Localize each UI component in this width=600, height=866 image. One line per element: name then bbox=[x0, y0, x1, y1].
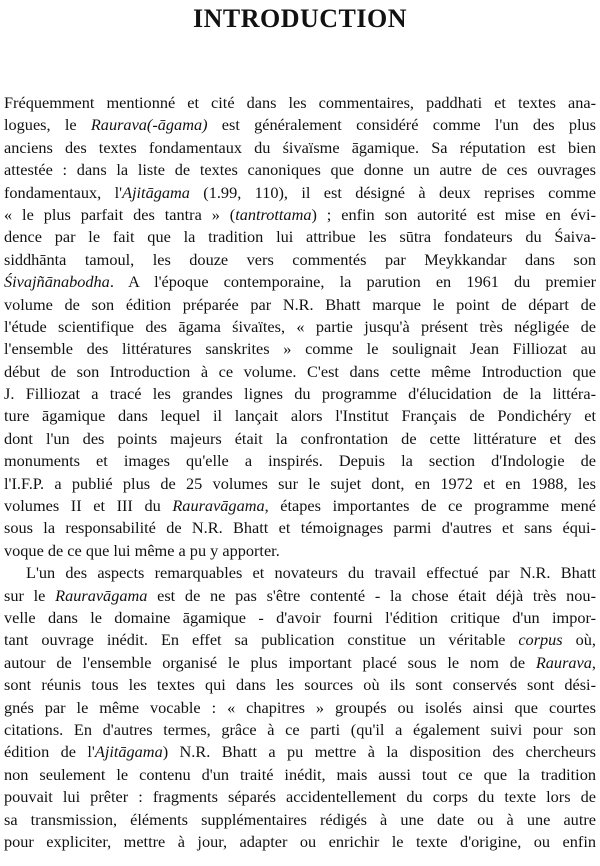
italic-term: tantrottama bbox=[235, 204, 312, 224]
text-segment: , étapes importantes de ce programme mené bbox=[264, 496, 596, 516]
text-segment: est généralement considéré comme l'un des plus bbox=[207, 115, 596, 135]
text-line bbox=[4, 92, 596, 114]
text-line bbox=[4, 249, 596, 271]
text-segment: volumes II et III du bbox=[4, 496, 173, 516]
text-segment: sous la responsabilité de N.R. Bhatt et témoignages parmi d'autres et sans équi- bbox=[4, 518, 596, 538]
text-segment: pouvait lui prêter : fragments séparés accidentellement du corps du texte lors de bbox=[4, 787, 596, 807]
text-line bbox=[4, 405, 596, 427]
text-line bbox=[4, 226, 596, 248]
text-segment: l'I.F.P. a publié plus de 25 volumes sur le sujet dont, en 1972 et en 1988, les bbox=[4, 473, 596, 493]
text-segment: siddhānta tamoul, les douze vers commentés par Meykkandar dans son bbox=[4, 249, 596, 269]
text-line bbox=[4, 428, 596, 450]
text-line bbox=[4, 629, 596, 651]
text-line bbox=[4, 450, 596, 472]
text-segment: ture āgamique dans lequel il lançait alors l'Institut Français de Pondichéry et bbox=[4, 406, 596, 426]
text-segment: velle dans le domaine āgamique - d'avoir fourni l'édition critique d'un impor- bbox=[4, 607, 596, 627]
text-segment: . A l'époque contemporaine, la parution en 1961 du premier bbox=[109, 272, 596, 292]
text-segment: l'ensemble des littératures sanskrites » comme le soulignait Jean Filliozat au bbox=[4, 339, 596, 359]
text-segment: édition de l' bbox=[4, 742, 95, 762]
text-line bbox=[4, 204, 596, 226]
text-line bbox=[4, 495, 596, 517]
text-segment: (1.99, 110), il est désigné à deux reprises comme bbox=[189, 182, 596, 202]
text-segment: pour expliciter, mettre à jour, adapter ou enrichir le texte d'origine, ou enfin bbox=[4, 831, 596, 851]
text-line bbox=[4, 764, 596, 786]
page-title: INTRODUCTION bbox=[192, 4, 408, 33]
text-line bbox=[4, 316, 596, 338]
text-line bbox=[4, 719, 596, 741]
text-line bbox=[4, 271, 596, 293]
text-segment: voque de ce que lui même a pu y apporter. bbox=[4, 540, 280, 560]
text-line bbox=[4, 294, 596, 316]
text-line bbox=[4, 741, 596, 763]
text-line bbox=[4, 338, 596, 360]
text-line bbox=[4, 383, 596, 405]
body-text bbox=[4, 92, 596, 853]
italic-term: Ajitāgama bbox=[94, 742, 163, 762]
text-segment: dence par le fait que la tradition lui attribue les sūtra fondateurs du Śaiva- bbox=[4, 227, 596, 247]
text-segment: J. Filliozat a tracé les grandes lignes du programme d'élucidation de la littéra- bbox=[4, 384, 596, 404]
text-line bbox=[4, 540, 596, 562]
italic-term: Rauravāgama bbox=[55, 585, 148, 605]
text-segment: où, bbox=[562, 630, 596, 650]
text-segment: début de son Introduction à ce volume. C'est dans cette même Introduction que bbox=[4, 361, 596, 381]
text-line bbox=[4, 652, 596, 674]
italic-term: Raurava(-āgama) bbox=[90, 115, 208, 135]
text-line bbox=[4, 697, 596, 719]
italic-term: Śivajñānabodha bbox=[4, 272, 110, 292]
text-segment: est de ne pas s'être contenté - la chose était déjà très nou- bbox=[147, 585, 596, 605]
paragraph bbox=[4, 562, 596, 853]
text-segment: l'étude scientifique des āgama śivaïtes, « partie jusqu'à présent très négligée de bbox=[4, 316, 596, 336]
text-line bbox=[4, 674, 596, 696]
text-line bbox=[4, 607, 596, 629]
text-segment: autour de l'ensemble organisé le plus important placé sous le nom de bbox=[4, 652, 536, 672]
text-segment: « le plus parfait des tantra » ( bbox=[4, 204, 236, 224]
paragraph bbox=[4, 92, 596, 562]
text-segment: gnés par le même vocable : « chapitres » groupés ou isolés ainsi que courtes bbox=[4, 697, 596, 717]
text-line bbox=[4, 159, 596, 181]
text-segment: non seulement le contenu d'un traité inédit, mais aussi tout ce que la tradition bbox=[4, 764, 596, 784]
text-segment: ) ; enfin son autorité est mise en évi- bbox=[311, 204, 596, 224]
text-line bbox=[4, 585, 596, 607]
text-line bbox=[4, 517, 596, 539]
text-segment: ) N.R. Bhatt a pu mettre à la disposition des chercheurs bbox=[162, 742, 596, 762]
text-segment: fondamentaux, l' bbox=[4, 182, 123, 202]
text-segment: sont réunis tous les textes qui dans les sources où ils sont conservés sont dési- bbox=[4, 675, 596, 695]
text-segment: tant ouvrage inédit. En effet sa publication constitue un véritable bbox=[4, 630, 519, 650]
italic-term: Rauravāgama bbox=[172, 496, 265, 516]
text-segment: , bbox=[591, 652, 596, 672]
text-segment: anciens des textes fondamentaux du śivaïsme āgamique. Sa réputation est bien bbox=[4, 137, 596, 157]
text-line bbox=[4, 361, 596, 383]
text-line bbox=[4, 137, 596, 159]
text-segment: sur le bbox=[4, 585, 56, 605]
text-line bbox=[4, 114, 596, 136]
text-line bbox=[4, 473, 596, 495]
text-segment: citations. En d'autres termes, grâce à ce parti (qu'il a également suivi pour son bbox=[4, 719, 596, 739]
italic-term: corpus bbox=[518, 630, 563, 650]
text-segment: sa transmission, éléments supplémentaires rédigés à une date ou à une autre bbox=[4, 809, 596, 829]
italic-term: Raurava bbox=[535, 652, 592, 672]
text-line bbox=[4, 562, 596, 584]
text-line bbox=[4, 182, 596, 204]
text-segment: L'un des aspects remarquables et novateurs du travail effectué par N.R. Bhatt bbox=[26, 563, 596, 583]
text-segment: monuments et images qu'elle a inspirés. Depuis la section d'Indologie de bbox=[4, 451, 596, 471]
text-segment: attestée : dans la liste de textes canoniques que donne un autre de ces ouvrages bbox=[4, 160, 596, 180]
text-segment: dont l'un des points majeurs était la confrontation de cette littérature et des bbox=[4, 428, 596, 448]
text-segment: Fréquemment mentionné et cité dans les commentaires, paddhati et textes ana- bbox=[4, 93, 596, 112]
italic-term: Ajitāgama bbox=[122, 182, 190, 202]
text-segment: volume de son édition préparée par N.R. Bhatt marque le point de départ de bbox=[4, 294, 596, 314]
text-line bbox=[4, 809, 596, 831]
text-line bbox=[4, 786, 596, 808]
text-line bbox=[4, 831, 596, 853]
text-segment: logues, le bbox=[4, 115, 91, 135]
